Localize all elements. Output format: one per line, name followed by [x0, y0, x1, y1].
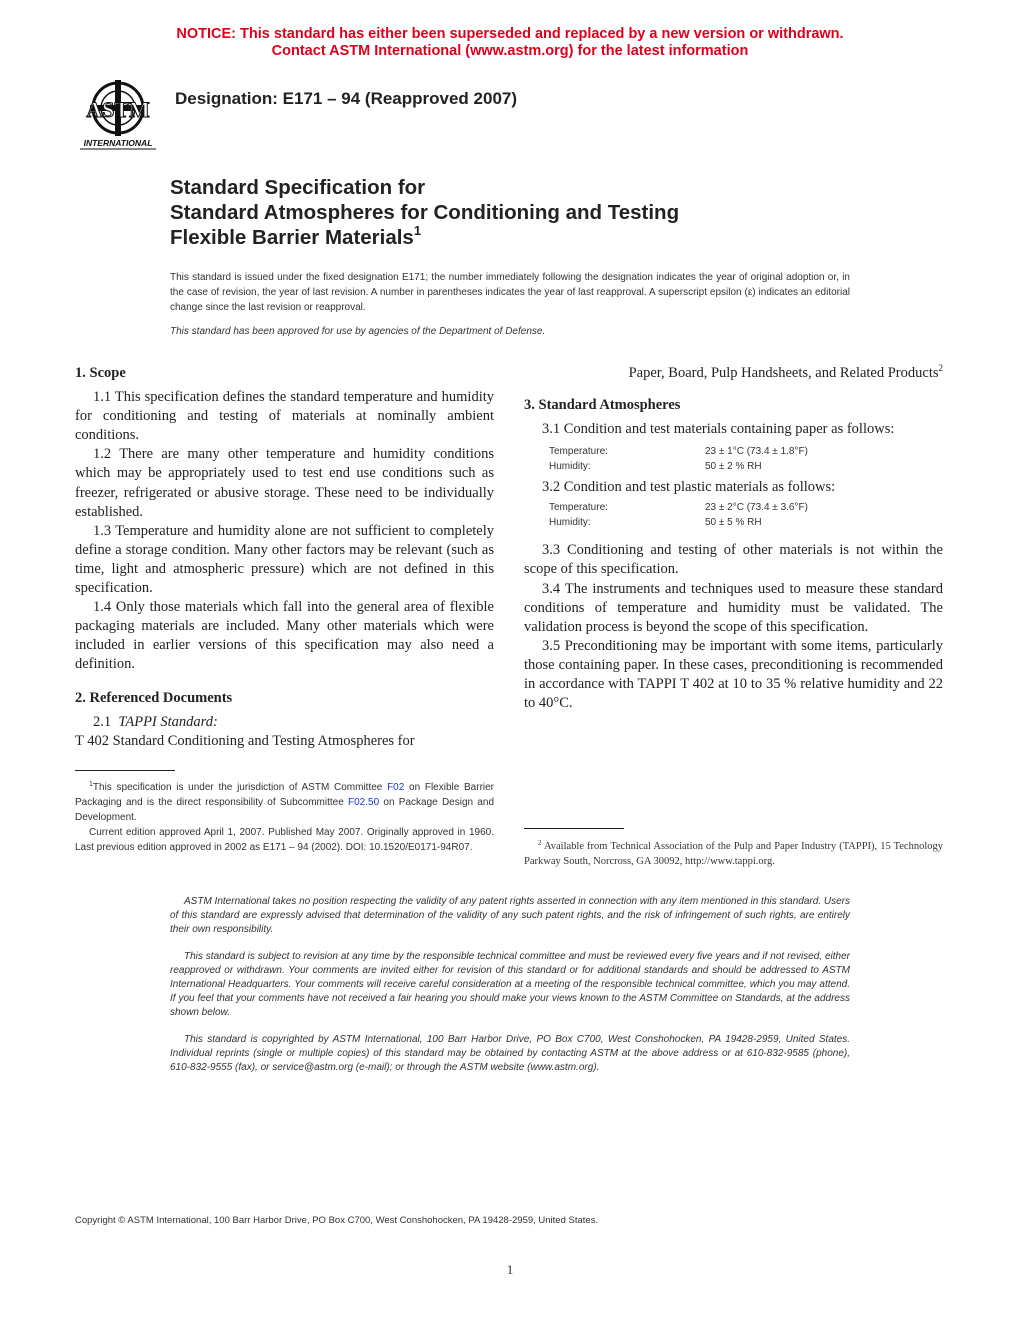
title-line-3-text: Flexible Barrier Materials — [170, 226, 414, 249]
spec-value: 50 ± 2 % RH — [705, 461, 762, 473]
title-line-2: Standard Atmospheres for Conditioning and Testing — [170, 201, 680, 224]
footnote-1-part-a: This specification is under the jurisdiction of ASTM Committee — [92, 782, 388, 793]
left-column — [75, 364, 494, 751]
paragraph-1-2: 1.2 There are many other temperature and humidity conditions which may be appropriately used to test end use conditions such as freezer, refrigerated or abusive storage. These need to be individually established. — [75, 446, 494, 520]
footnote-rule-left — [75, 770, 175, 771]
spec-value: 50 ± 5 % RH — [705, 517, 762, 529]
footnote-1-edition: Current edition approved April 1, 2007. Published May 2007. Originally approved in 1960. Last previous edition approved in 2002 as E171 – 94 (2002). DOI: 10.1520/E0171-94R07. — [75, 827, 494, 853]
footnote-2-mark: 2 — [538, 839, 542, 847]
superseded-notice — [0, 26, 1020, 60]
copyright-footer: Copyright © ASTM International, 100 Barr Harbor Drive, PO Box C700, West Conshohocken, PA 19428-2959, United States. — [75, 1215, 599, 1226]
document-title — [170, 175, 679, 250]
reference-footnote-mark: 2 — [938, 363, 943, 373]
paragraph-3-1: 3.1 Condition and test materials containing paper as follows: — [542, 421, 895, 438]
spec-value: 23 ± 2°C (73.4 ± 3.6°F) — [705, 502, 808, 514]
patent-notice: ASTM International takes no position respecting the validity of any patent rights asserted in connection with any item mentioned in this standard. Users of this standard are expressly advised that determination of the validity of any such patent rights, and the risk of infringement of such rights, are entirely their own responsibility. — [170, 896, 850, 935]
spec-label: Humidity: — [549, 461, 591, 473]
reference-t402-line-1: T 402 Standard Conditioning and Testing Atmospheres for — [75, 732, 415, 749]
copyright-notice: This standard is copyrighted by ASTM International, 100 Barr Harbor Drive, PO Box C700, West Conshohocken, PA 19428-2959, United States. Individual reprints (single or multiple copies) of this standard may be obtained by contacting ASTM at the above address or at 610-832-9585 (phone), 610-832-9555 (fax), or service@astm.org (e-mail); or through the ASTM website (www.astm.org). — [170, 1034, 850, 1073]
footnote-1-part-c: on Package Design and Development. — [75, 797, 495, 823]
paper-conditions-table — [549, 444, 943, 474]
spec-label: Humidity: — [549, 517, 591, 529]
dod-approval-statement: This standard has been approved for use by agencies of the Department of Defense. — [170, 326, 546, 337]
spec-label: Temperature: — [549, 446, 608, 458]
footnote-1-part-b: on Flexible Barrier Packaging and is the direct responsibility of Subcommittee — [75, 782, 495, 808]
revision-notice: This standard is subject to revision at any time by the responsible technical committee and must be reviewed every five years and if not revised, either reapproved or withdrawn. Your comments are invited either for revision of this standard or for additional standards and should be addressed to ASTM International Headquarters. Your comments will receive careful consideration at a meeting of the responsible technical committee, which you may attend. If you feel that your comments have not received a fair hearing you should make your views known to the ASTM Committee on Standards, at the address shown below. — [170, 951, 850, 1018]
astm-logo — [76, 76, 160, 152]
paragraph-2-1-number: 2.1 — [93, 713, 112, 730]
logo-caption: INTERNATIONAL — [83, 138, 153, 148]
page-number: 1 — [506, 1262, 514, 1277]
subcommittee-f02-50-link[interactable]: F02.50 — [348, 797, 380, 808]
astm-logo-mark — [76, 76, 160, 152]
plastic-conditions-table — [549, 500, 943, 530]
paragraph-3-4: 3.4 The instruments and techniques used to measure these standard conditions of temperature and humidity must be validated. The validation process is beyond the scope of this specification. — [524, 580, 943, 635]
paragraph-1-3: 1.3 Temperature and humidity alone are not sufficient to completely define a storage condition. Many other factors may be relevant (such as time, light and atmospheric pressure) which are not defined in this specification. — [75, 522, 494, 597]
paragraph-3-3: 3.3 Conditioning and testing of other materials is not within the scope of this specification. — [524, 542, 943, 578]
paragraph-3-5: 3.5 Preconditioning may be important with some items, particularly those containing paper. In these cases, preconditioning is recommended in accordance with TAPPI T 402 at 10 to 35 % relative humidity and 22 to 40°C. — [524, 637, 943, 712]
footnote-1 — [75, 780, 494, 855]
spec-label: Temperature: — [549, 502, 608, 514]
section-1-heading: 1. Scope — [75, 365, 126, 381]
title-footnote-mark: 1 — [413, 223, 422, 238]
footnote-rule-right — [524, 828, 624, 829]
spec-value: 23 ± 1°C (73.4 ± 1.8°F) — [705, 446, 808, 458]
footnote-2-text: Available from Technical Association of the Pulp and Paper Industry (TAPPI), 15 Technology Parkway South, Norcross, GA 30092, http://www.tappi.org. — [524, 841, 943, 867]
paragraph-2-1-title: TAPPI Standard: — [118, 713, 218, 730]
title-line-3 — [170, 225, 679, 250]
issuance-statement: This standard is issued under the fixed designation E171; the number immediately following the designation indicates the year of original adoption or, in the case of revision, the year of last revision. A number in parentheses indicates the year of last reapproval. A superscript epsilon (ε) indicates an editorial change since the last revision or reapproval. — [170, 272, 850, 313]
section-3-heading: 3. Standard Atmospheres — [524, 397, 681, 414]
title-line-1: Standard Specification for — [170, 176, 426, 199]
footnote-2-text-wrap — [524, 839, 943, 869]
notice-line-1: NOTICE: This standard has either been superseded and replaced by a new version or withdrawn. — [176, 26, 844, 42]
footnote-1-jurisdiction — [75, 780, 494, 825]
committee-f02-link[interactable]: F02 — [387, 782, 405, 793]
designation: Designation: E171 – 94 (Reapproved 2007) — [175, 89, 518, 108]
paragraph-3-2: 3.2 Condition and test plastic materials as follows: — [542, 479, 836, 496]
astm-notices — [170, 895, 850, 1088]
reference-t402-line-2 — [524, 364, 943, 383]
footnote-2 — [524, 839, 943, 869]
paragraph-1-1: 1.1 This specification defines the standard temperature and humidity for conditioning and testing of materials at nominally ambient conditions. — [75, 389, 494, 444]
reference-t402-continuation: Paper, Board, Pulp Handsheets, and Related Products — [628, 365, 939, 381]
section-2-heading: 2. Referenced Documents — [75, 689, 233, 706]
paragraph-1-4: 1.4 Only those materials which fall into the general area of flexible packaging materials are included. Many other materials which were included in earlier versions of this specification may also need a definition. — [75, 599, 494, 673]
logo-letters: ASTM — [86, 97, 150, 122]
footnote-1-mark: 1 — [89, 781, 93, 788]
notice-line-2: Contact ASTM International (www.astm.org) for the latest information — [271, 43, 749, 59]
right-column — [524, 364, 943, 713]
paragraph-2-1 — [75, 713, 494, 732]
